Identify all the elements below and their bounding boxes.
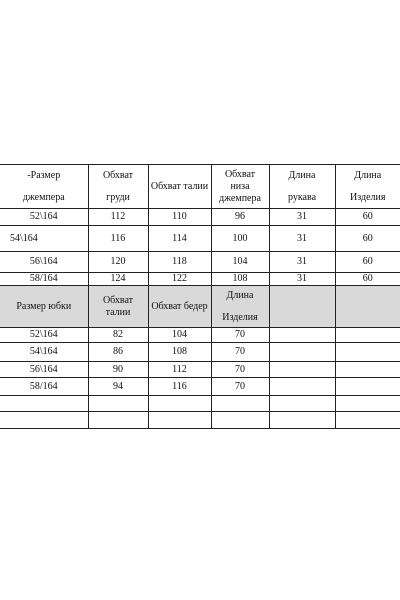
table-cell: 116: [148, 378, 211, 396]
table-cell: 82: [88, 328, 148, 343]
empty-cell: [335, 343, 400, 362]
table-cell: 70: [211, 328, 269, 343]
empty-row: [0, 396, 400, 412]
table-row: [0, 273, 400, 286]
table-cell: 52\164: [0, 328, 88, 343]
table-cell: 31: [269, 252, 335, 273]
empty-cell: [0, 412, 88, 429]
empty-cell: [269, 328, 335, 343]
table-cell: 104: [148, 328, 211, 343]
table-row: [0, 252, 400, 273]
jumper-chest-header: Обхват груди: [88, 165, 148, 209]
table-cell: 31: [269, 226, 335, 252]
table-cell: 60: [335, 226, 400, 252]
empty-cell: [148, 412, 211, 429]
table-cell: 60: [335, 273, 400, 286]
skirt-size-header: Размер юбки: [0, 286, 88, 328]
empty-cell: [335, 412, 400, 429]
table-row: [0, 209, 400, 226]
table-cell: 100: [211, 226, 269, 252]
table-cell: 60: [335, 252, 400, 273]
empty-cell: [269, 343, 335, 362]
table-row: [0, 328, 400, 343]
jumper-hem-header: Обхват низа джемпера: [211, 165, 269, 209]
empty-row: [0, 412, 400, 429]
jumper-sleeve-header: Длина рукава: [269, 165, 335, 209]
jumper-size-header: -Размер джемпера: [0, 165, 88, 209]
table-cell: 54\164: [0, 226, 88, 252]
size-table: [0, 164, 400, 429]
empty-cell: [269, 396, 335, 412]
table-cell: 31: [269, 209, 335, 226]
skirt-header-row: [0, 286, 400, 328]
table-cell: 94: [88, 378, 148, 396]
table-cell: 70: [211, 362, 269, 378]
jumper-length-header: Длина Изделия: [335, 165, 400, 209]
empty-cell: [269, 412, 335, 429]
empty-cell: [335, 362, 400, 378]
table-cell: 31: [269, 273, 335, 286]
empty-cell: [335, 328, 400, 343]
empty-cell: [88, 396, 148, 412]
table-cell: 70: [211, 343, 269, 362]
empty-cell: [211, 396, 269, 412]
table-cell: 108: [148, 343, 211, 362]
table-cell: 86: [88, 343, 148, 362]
table-cell: 112: [88, 209, 148, 226]
table-cell: 58/164: [0, 378, 88, 396]
table-cell: 52\164: [0, 209, 88, 226]
table-cell: 124: [88, 273, 148, 286]
table-cell: 122: [148, 273, 211, 286]
empty-cell: [335, 396, 400, 412]
empty-cell: [88, 412, 148, 429]
table-cell: 104: [211, 252, 269, 273]
table-cell: 54\164: [0, 343, 88, 362]
empty-cell: [269, 362, 335, 378]
table-cell: 118: [148, 252, 211, 273]
skirt-hips-header: Обхват бедер: [148, 286, 211, 328]
table-cell: 116: [88, 226, 148, 252]
empty-cell: [335, 286, 400, 328]
table-cell: 60: [335, 209, 400, 226]
skirt-waist-header: Обхват талии: [88, 286, 148, 328]
skirt-length-header: Длина Изделия: [211, 286, 269, 328]
table-cell: 70: [211, 378, 269, 396]
table-cell: 112: [148, 362, 211, 378]
table-cell: 90: [88, 362, 148, 378]
empty-cell: [269, 286, 335, 328]
table-row: [0, 378, 400, 396]
table-row: [0, 226, 400, 252]
table-cell: 114: [148, 226, 211, 252]
jumper-waist-header: Обхват талии: [148, 165, 211, 209]
table-cell: 56\164: [0, 252, 88, 273]
empty-cell: [269, 378, 335, 396]
jumper-header-row: [0, 165, 400, 209]
table-cell: 120: [88, 252, 148, 273]
table-cell: 58/164: [0, 273, 88, 286]
empty-cell: [335, 378, 400, 396]
empty-cell: [148, 396, 211, 412]
table-cell: 110: [148, 209, 211, 226]
table-cell: 108: [211, 273, 269, 286]
table-row: [0, 343, 400, 362]
table-cell: 56\164: [0, 362, 88, 378]
empty-cell: [0, 396, 88, 412]
table-row: [0, 362, 400, 378]
table-cell: 96: [211, 209, 269, 226]
empty-cell: [211, 412, 269, 429]
